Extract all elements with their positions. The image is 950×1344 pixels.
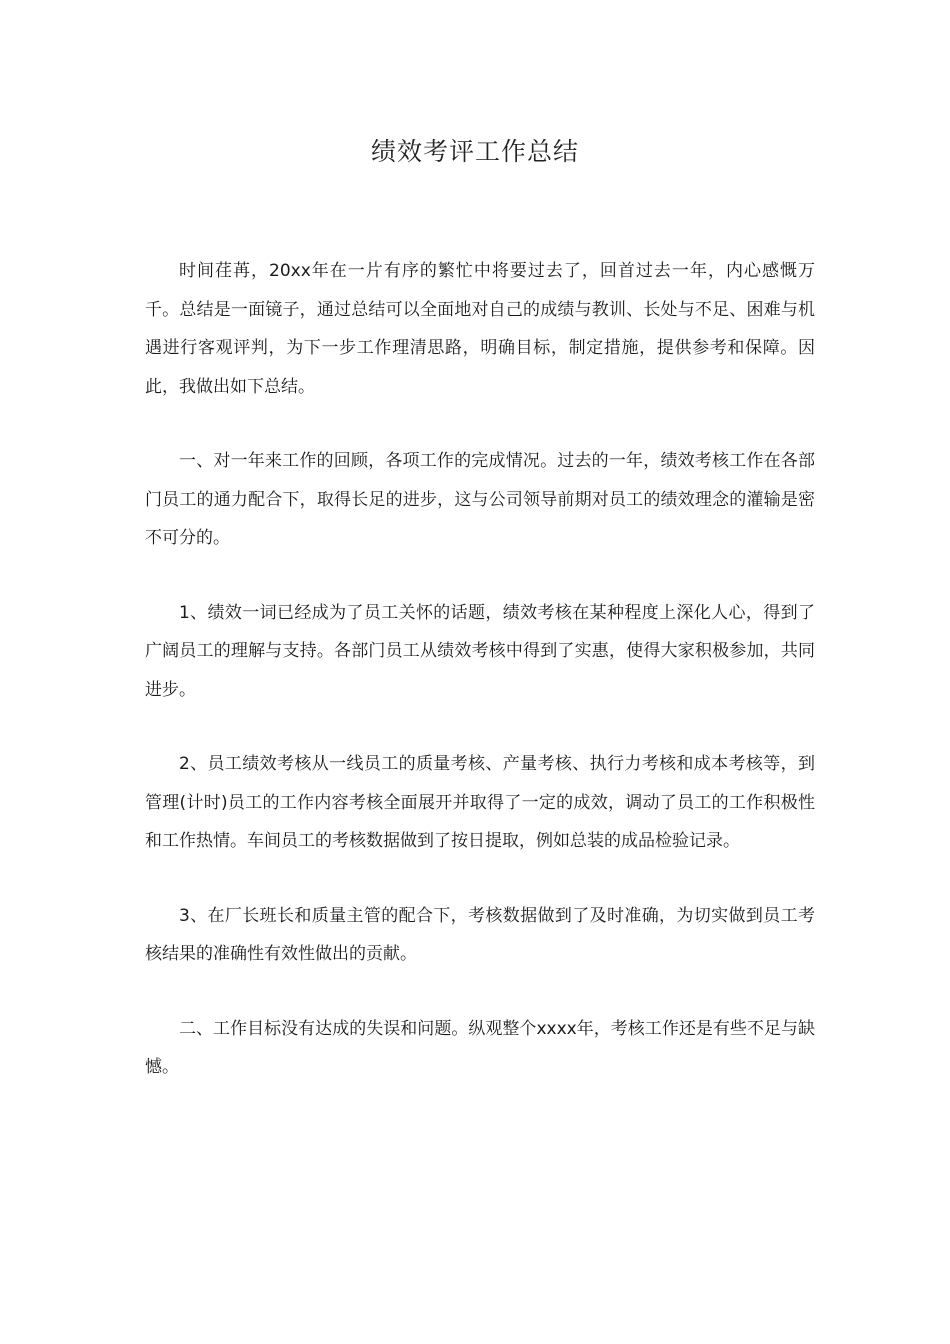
document-title: 绩效考评工作总结	[370, 137, 579, 166]
paragraph-item-1: 1、绩效一词已经成为了员工关怀的话题，绩效考核在某种程度上深化人心，得到了广阔员工的理解与支持。各部门员工从绩效考核中得到了实惠，使得大家积极参加，共同进步。	[145, 602, 815, 700]
paragraph-item-2: 2、员工绩效考核从一线员工的质量考核、产量考核、执行力考核和成本考核等，到管理(计时)员工的工作内容考核全面展开并取得了一定的成效，调动了员工的工作积极性和工作热情。车间员工的考核数据做到了按日提取，例如总装的成品检验记录。	[145, 754, 815, 851]
paragraph-item-3: 3、在厂长班长和质量主管的配合下，考核数据做到了及时准确，为切实做到员工考核结果的准确性有效性做出的贡献。	[145, 905, 815, 964]
paragraph-intro: 时间荏苒，20xx年在一片有序的繁忙中将要过去了，回首过去一年，内心感慨万千。总结是一面镜子，通过总结可以全面地对自己的成绩与教训、长处与不足、困难与机遇进行客观评判，为下一步工作理清思路，明确目标，制定措施，提供参考和保障。因此，我做出如下总结。	[145, 261, 815, 397]
document-body	[145, 252, 815, 1123]
paragraph-section-two: 二、工作目标没有达成的失误和问题。纵观整个xxxx年，考核工作还是有些不足与缺憾。	[145, 1018, 815, 1077]
paragraph-section-one: 一、对一年来工作的回顾，各项工作的完成情况。过去的一年，绩效考核工作在各部门员工的通力配合下，取得长足的进步，这与公司领导前期对员工的绩效理念的灌输是密不可分的。	[145, 451, 815, 548]
